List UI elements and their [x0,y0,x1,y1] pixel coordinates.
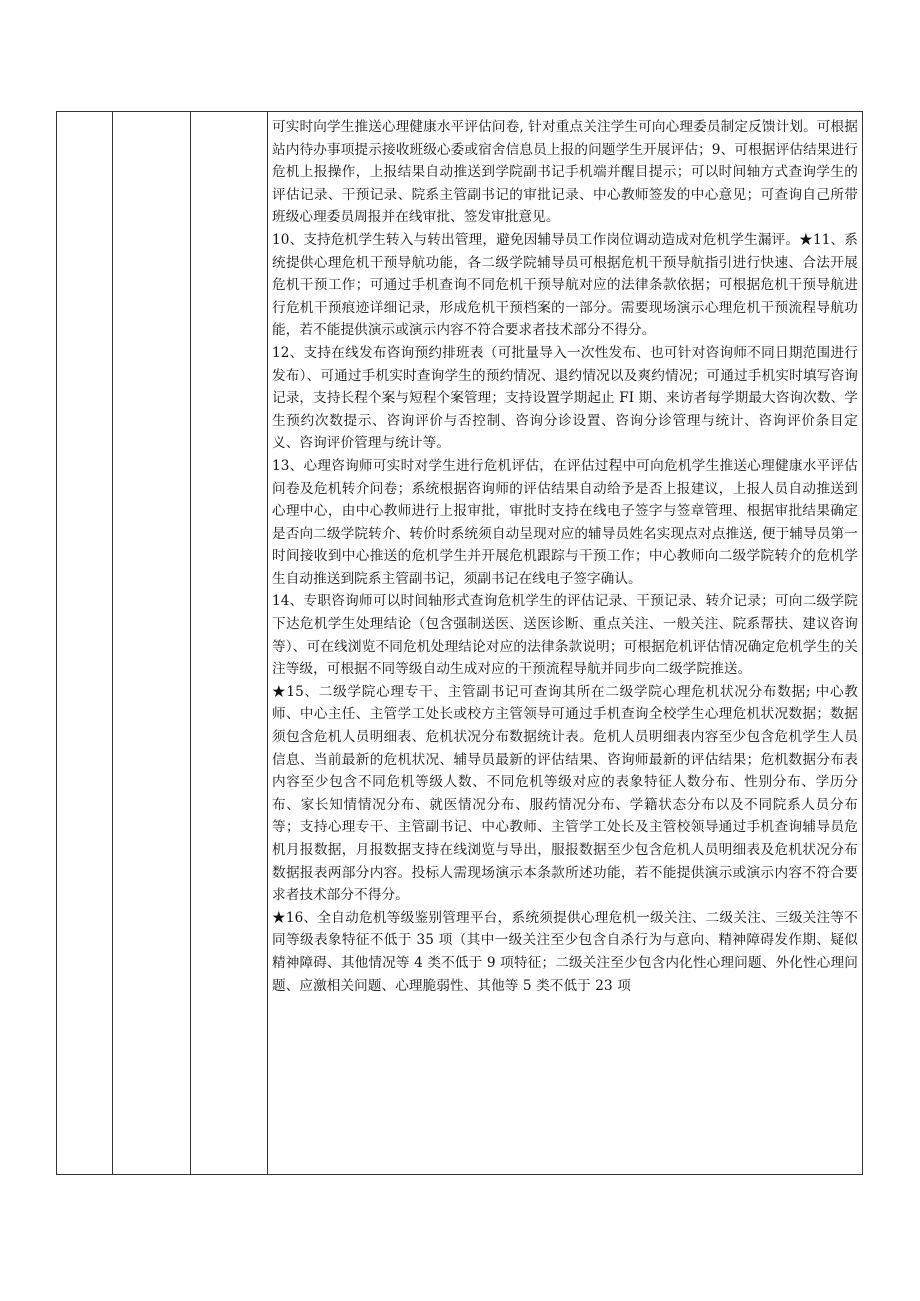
requirement-paragraph: 10、支持危机学生转入与转出管理，避免因辅导员工作岗位调动造成对危机学生漏评。★11、系统提供心理危机干预导航功能，各二级学院辅导员可根据危机干预导航指引进行快速、合法开展危机干预工作；可通过手机查询不同危机干预导航对应的法律条款依据；可根据危机干预导航进行危机干预痕迹详细记录，形成危机干预档案的一部分。需要现场演示心理危机干预流程导航功能，若不能提供演示或演示内容不符合要求者技术部分不得分。 [272,231,858,339]
requirement-paragraph: ★16、全自动危机等级鉴别管理平台，系统须提供心理危机一级关注、二级关注、三级关注等不同等级表象特征不低于 35 项（其中一级关注至少包含自杀行为与意向、精神障碍发作期、疑似精神障碍、其他情况等 4 类不低于 9 项特征；二级关注至少包含内化性心理问题、外化性心理问题、应激相关问题、心理脆弱性、其他等 5 类不低于 23 项 [272,909,858,994]
table-cell-requirements [268,112,863,1175]
table-cell-category [113,112,191,1175]
requirements-table [56,111,863,1175]
requirement-paragraph: 13、心理咨询师可实时对学生进行危机评估，在评估过程中可向危机学生推送心理健康水平评估问卷及危机转介问卷；系统根据咨询师的评估结果自动给予是否上报建议，上报人员自动推送到心理中心，由中心教师进行上报审批，审批时支持在线电子签字与签章管理、根据审批结果确定是否向二级学院转介、转价时系统须自动呈现对应的辅导员姓名实现点对点推送, 便于辅导员第一时间接收到中心推送的危机学生并开展危机跟踪与干预工作；中心教师向二级学院转介的危机学生自动推送到院系主管副书记，须副书记在线电子签字确认。 [272,457,858,587]
table-row [57,112,863,1175]
requirement-paragraph: 可实时向学生推送心理健康水平评估问卷, 针对重点关注学生可向心理委员制定反馈计划。可根据站内待办事项提示接收班级心委或宿舍信息员上报的问题学生开展评估；9、可根据评估结果进行危机上报操作，上报结果自动推送到学院副书记手机端并醒目提示；可以时间轴方式查询学生的评估记录、干预记录、院系主管副书记的审批记录、中心教师签发的中心意见；可查询自己所带班级心理委员周报并在线审批、签发审批意见。 [272,119,858,226]
requirement-paragraph: 12、支持在线发布咨询预约排班表（可批量导入一次性发布、也可针对咨询师不同日期范围进行发布）、可通过手机实时查询学生的预约情况、退约情况以及爽约情况；可通过手机实时填写咨询记录，支持长程个案与短程个案管理；支持设置学期起止 FI 期、来访者每学期最大咨询次数、学生预约次数提示、咨询评价与否控制、咨询分诊设置、咨询分诊管理与统计、咨询评价条目定义、咨询评价管理与统计等。 [272,344,858,452]
requirement-paragraph: 14、专职咨询师可以时间轴形式查询危机学生的评估记录、干预记录、转介记录；可向二级学院下达危机学生处理结论（包含强制送医、送医诊断、重点关注、一般关注、院系帮扶、建议咨询等）、可在线浏览不同危机处理结论对应的法律条款说明；可根据危机评估情况确定危机学生的关注等级，可根据不同等级自动生成对应的干预流程导航并同步向二级学院推送。 [272,593,858,678]
table-cell-item [191,112,268,1175]
table-cell-index [57,112,113,1175]
requirement-paragraph: ★15、二级学院心理专干、主管副书记可查询其所在二级学院心理危机状况分布数据; 中心教师、中心主任、主管学工处长或校方主管领导可通过手机查询全校学生心理危机状况数据；数据须包含危机人员明细表、危机状况分布数据统计表。危机人员明细表内容至少包含危机学生人员信息、当前最新的危机状况、辅导员最新的评估结果、咨询师最新的评估结果；危机数据分布表内容至少包含不同危机等级人数、不同危机等级对应的表象特征人数分布、性别分布、学历分布、家长知情情况分布、就医情况分布、服药情况分布、学籍状态分布以及不同院系人员分布等；支持心理专干、主管副书记、中心教师、主管学工处长及主管校领导通过手机查询辅导员危机月报数据，月报数据支持在线浏览与导出，服报数据至少包含危机人员明细表及危机状况分布数据报表两部分内容。投标人需现场演示本条款所述功能，若不能提供演示或演示内容不符合要求者技术部分不得分。 [272,683,858,904]
